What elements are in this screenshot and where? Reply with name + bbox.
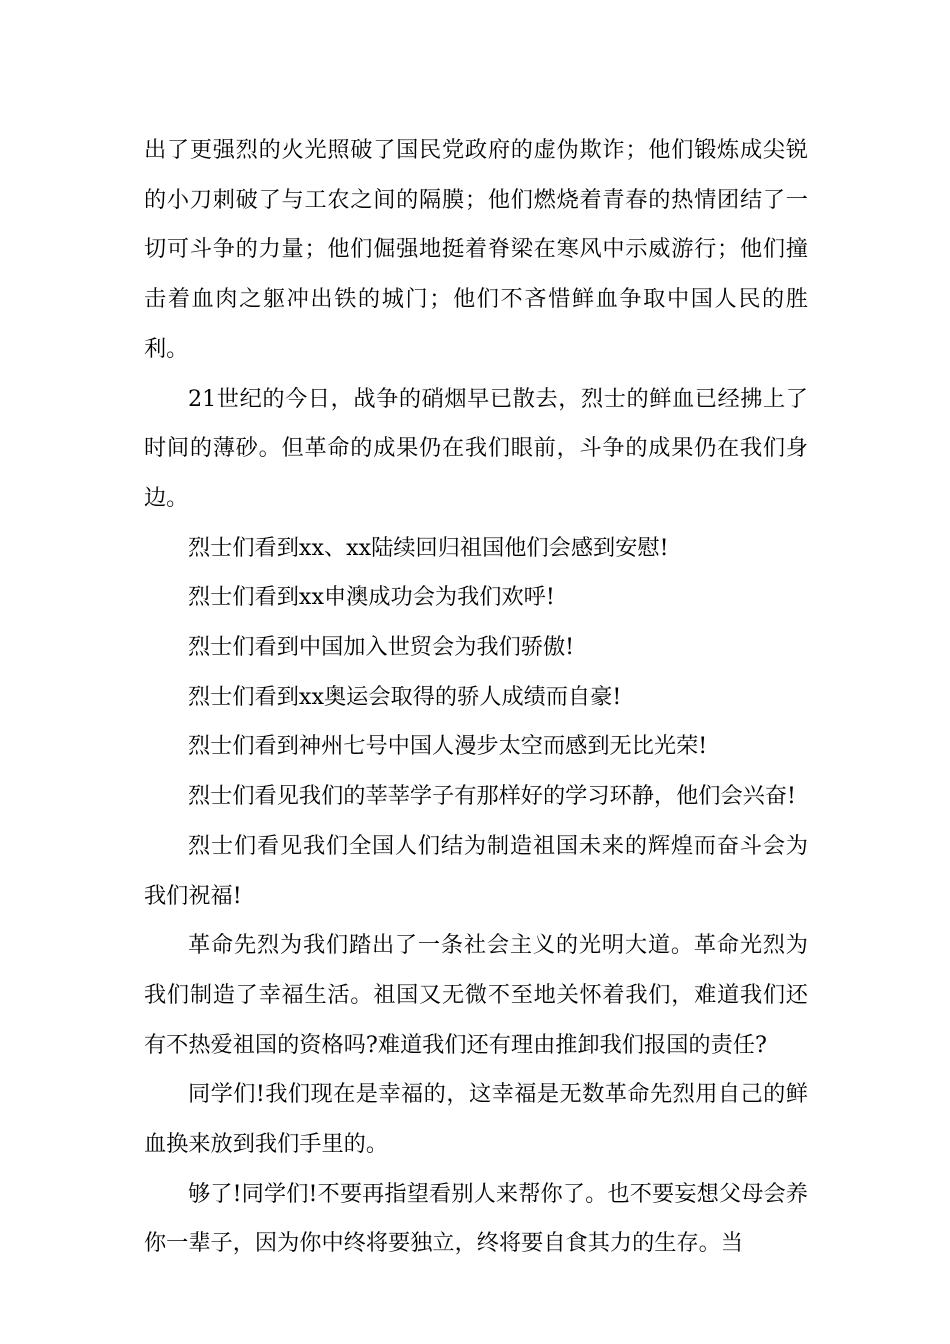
document-body bbox=[144, 126, 808, 1269]
paragraph-1: 出了更强烈的火光照破了国民党政府的虚伪欺诈；他们锻炼成尖锐的小刀刺破了与工农之间的隔膜；他们燃烧着青春的热情团结了一切可斗争的力量；他们倔强地挺着脊梁在寒风中示威游行；他们撞击着血肉之躯冲出铁的城门；他们不吝惜鲜血争取中国人民的胜利。 bbox=[144, 137, 808, 362]
paragraph-4: 烈士们看到xx申澳成功会为我们欢呼! bbox=[188, 584, 555, 611]
paragraph-6: 烈士们看到xx奥运会取得的骄人成绩而自豪! bbox=[188, 683, 622, 710]
paragraph-2: 21世纪的今日，战争的硝烟早已散去，烈士的鲜血已经拂上了时间的薄砂。但革命的成果仍在我们眼前，斗争的成果仍在我们身边。 bbox=[144, 385, 808, 511]
paragraph-7: 烈士们看到神州七号中国人漫步太空而感到无比光荣! bbox=[188, 733, 708, 760]
paragraph-8: 烈士们看见我们的莘莘学子有那样好的学习环静，他们会兴奋! bbox=[188, 783, 796, 810]
paragraph-5: 烈士们看到中国加入世贸会为我们骄傲! bbox=[188, 634, 575, 661]
paragraph-9: 烈士们看见我们全国人们结为制造祖国未来的辉煌而奋斗会为我们祝福! bbox=[144, 832, 808, 909]
paragraph-3: 烈士们看到xx、xx陆续回归祖国他们会感到安慰! bbox=[188, 534, 669, 561]
paragraph-11: 同学们!我们现在是幸福的，这幸福是无数革命先烈用自己的鲜血换来放到我们手里的。 bbox=[144, 1081, 808, 1158]
paragraph-10: 革命先烈为我们踏出了一条社会主义的光明大道。革命光烈为我们制造了幸福生活。祖国又无微不至地关怀着我们，难道我们还有不热爱祖国的资格吗?难道我们还有理由推卸我们报国的责任? bbox=[144, 932, 808, 1058]
paragraph-12: 够了!同学们!不要再指望看别人来帮你了。也不要妄想父母会养你一辈子，因为你中终将要独立，终将要自食其力的生存。当 bbox=[144, 1180, 808, 1257]
